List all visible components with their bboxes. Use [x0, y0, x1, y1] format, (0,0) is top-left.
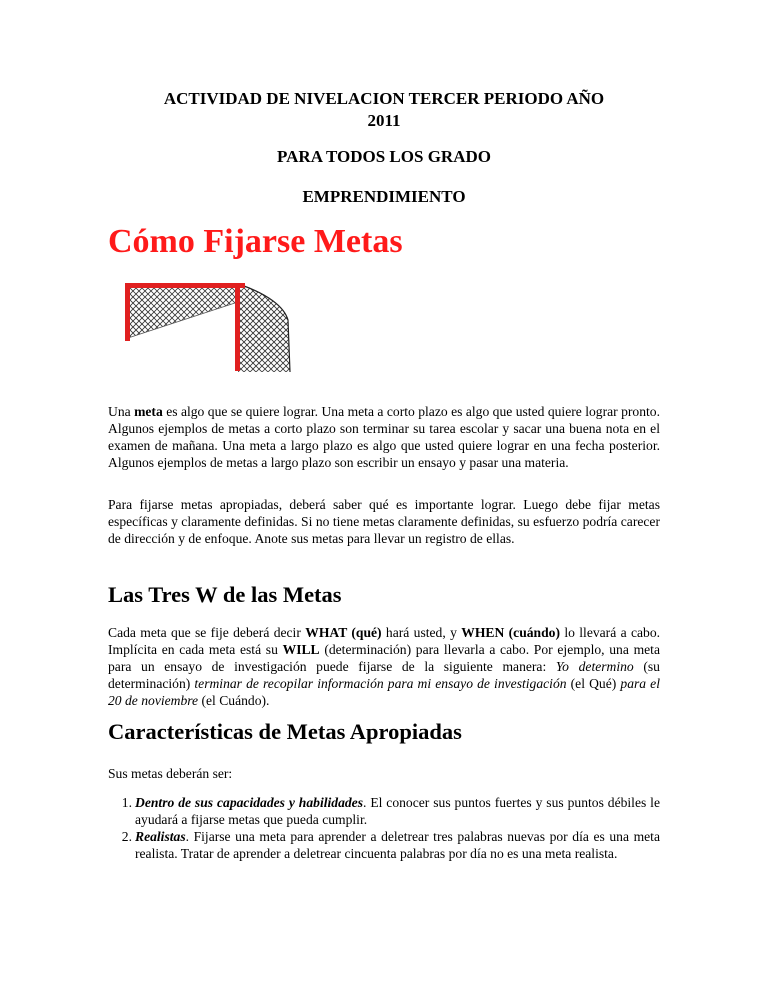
- heading-line-1b: 2011: [367, 111, 401, 130]
- characteristics-list: [108, 794, 660, 862]
- list-item: 1. Dentro de sus capacidades y habilidades. El conocer sus puntos fuertes y sus puntos débiles le ayudará a fijarse metas que pueda cumplir.: [121, 795, 660, 827]
- grade-heading: PARA TODOS LOS GRADO: [277, 147, 491, 166]
- characteristics-intro: Sus metas deberán ser:: [108, 766, 233, 781]
- goal-frame: [125, 283, 245, 371]
- paragraph-three-w: Cada meta que se fije deberá decir WHAT (qué) hará usted, y WHEN (cuándo) lo llevará a cabo. Implícita en cada meta está su WILL (determinación) para llevarla a cabo. Por ejemplo, una meta para un ensayo de investigación puede fijarse de la siguiente manera: Yo determino (su determinación) terminar de recopilar información para mi ensayo de investigación (el Qué) para el 20 de noviembre (el Cuándo).: [108, 625, 661, 708]
- subject-heading: EMPRENDIMIENTO: [302, 187, 466, 206]
- paragraph-definition: Una meta es algo que se quiere lograr. Una meta a corto plazo es algo que usted quiere lograr pronto. Algunos ejemplos de metas a corto plazo son terminar su tarea escolar y sacar una buena nota en el examen de mañana. Una meta a largo plazo es algo que usted quiere lograr en una fecha posterior. Algunos ejemplos de metas a largo plazo son escribir un ensayo y pasar una materia.: [108, 404, 661, 470]
- section-title-characteristics: Características de Metas Apropiadas: [108, 719, 462, 744]
- heading-line-1: ACTIVIDAD DE NIVELACION TERCER PERIODO AÑO: [163, 89, 605, 108]
- section-title-three-w: Las Tres W de las Metas: [108, 582, 342, 607]
- paragraph-appropriate-goals: Para fijarse metas apropiadas, deberá saber qué es importante lograr. Luego debe fijar metas específicas y claramente definidas. Si no tiene metas claramente definidas, su esfuerzo podría carecer de dirección y de enfoque. Anote sus metas para llevar un registro de ellas.: [108, 497, 660, 546]
- page-title: Cómo Fijarse Metas: [108, 223, 403, 260]
- soccer-goal-net-icon: [116, 280, 296, 378]
- document-heading: [0, 88, 768, 132]
- term-meta: meta: [134, 404, 163, 419]
- list-item: 2. Realistas. Fijarse una meta para aprender a deletrear tres palabras nuevas por día es una meta realista. Tratar de aprender a deletrear cincuenta palabras por día no es una meta realista.: [121, 829, 660, 861]
